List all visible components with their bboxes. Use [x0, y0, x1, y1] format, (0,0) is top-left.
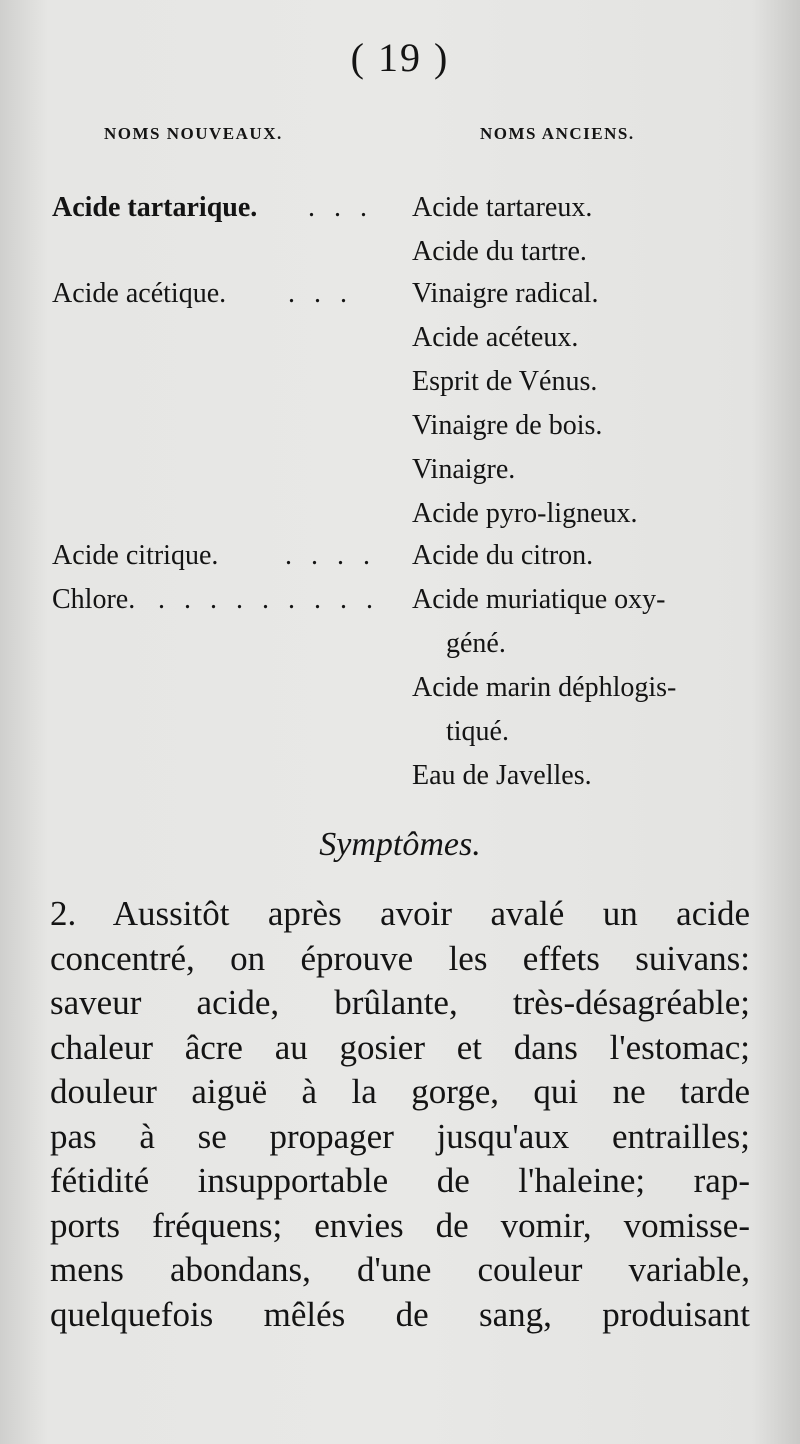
page-number: ( 19 )	[350, 35, 450, 80]
old-name: Acide acéteux.	[412, 322, 579, 353]
old-name: Acide du citron.	[412, 540, 594, 571]
paragraph-line: pas à se propager jusqu'aux entrailles;	[50, 1116, 750, 1156]
paragraph-line: concentré, on éprouve les effets suivans:	[50, 938, 750, 978]
old-name: Eau de Javelles.	[412, 760, 592, 791]
old-name-continuation: tiqué.	[446, 716, 509, 747]
old-name: Vinaigre.	[412, 454, 516, 485]
paragraph-line: saveur acide, brûlante, très-désagréable;	[50, 983, 750, 1022]
body-paragraph	[50, 892, 750, 1337]
old-name: Vinaigre de bois.	[412, 410, 603, 441]
paragraph-line: ports fréquens; envies de vomir, vomisse-	[50, 1205, 750, 1245]
old-name: Acide muriatique oxy-	[412, 584, 666, 615]
paragraph-line: 2. Aussitôt après avoir avalé un acide	[50, 894, 750, 933]
new-name: Chlore.	[52, 584, 136, 615]
paragraph-line: chaleur âcre au gosier et dans l'estomac;	[50, 1027, 750, 1067]
leader-dots: . . .	[308, 192, 373, 223]
paragraph-line: fétidité insupportable de l'haleine; rap-	[50, 1161, 750, 1200]
leader-dots: . . .	[288, 278, 353, 309]
old-name-continuation: géné.	[446, 628, 506, 659]
paragraph-line: quelquefois mêlés de sang, produisant	[50, 1294, 750, 1334]
new-name: Acide acétique.	[52, 278, 227, 309]
old-name: Acide marin déphlogis-	[412, 672, 677, 703]
column-header-old-names: NOMS ANCIENS.	[480, 124, 635, 143]
new-name: Acide citrique.	[52, 540, 219, 571]
new-name: Acide tartarique.	[52, 192, 258, 223]
paragraph-line: douleur aiguë à la gorge, qui ne tarde	[50, 1072, 750, 1111]
old-name: Acide tartareux.	[412, 192, 593, 223]
old-name: Acide du tartre.	[412, 236, 587, 267]
old-name: Esprit de Vénus.	[412, 366, 598, 397]
section-title: Symptômes.	[319, 826, 481, 863]
leader-dots: . . . .	[285, 540, 376, 571]
paragraph-line: mens abondans, d'une couleur variable,	[50, 1250, 750, 1289]
column-header-new-names: NOMS NOUVEAUX.	[104, 124, 283, 143]
leader-dots: . . . . . . . . .	[158, 584, 379, 615]
old-name: Acide pyro-ligneux.	[412, 498, 638, 529]
old-name: Vinaigre radical.	[412, 278, 599, 309]
